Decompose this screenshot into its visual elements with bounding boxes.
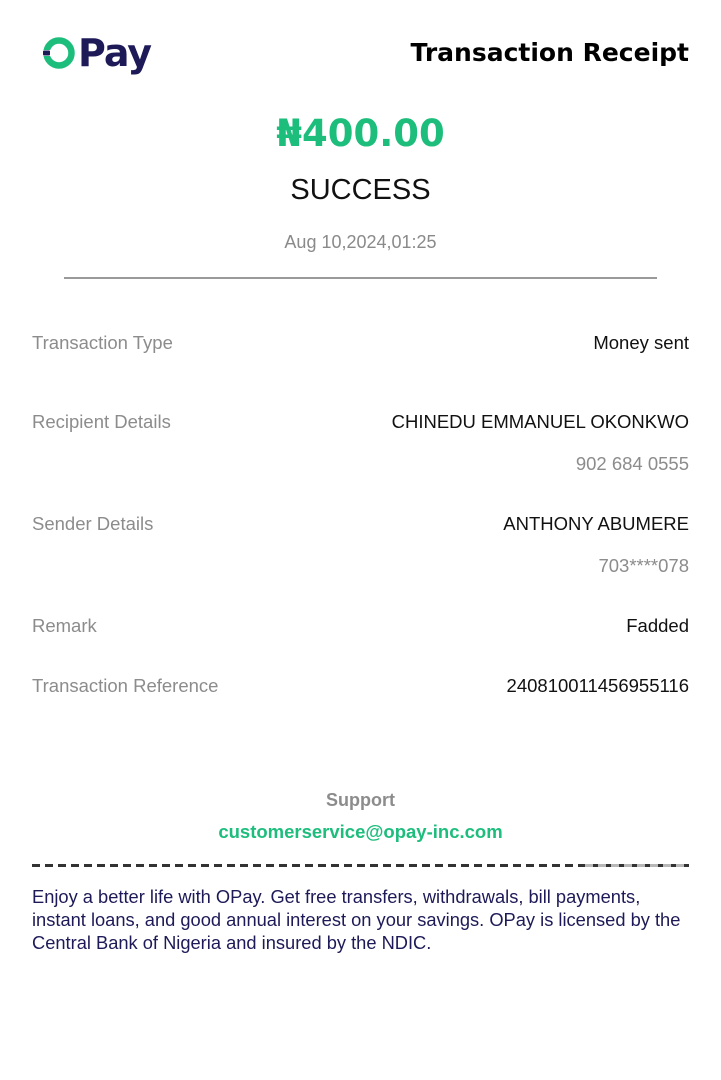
sender-details-label: Sender Details [32, 513, 154, 534]
transaction-type-value: Money sent [593, 332, 689, 353]
transaction-type-label: Transaction Type [32, 332, 173, 353]
promo-text: Enjoy a better life with OPay. Get free transfers, withdrawals, bill payments, instant loans, and good annual interest on your savings. OPay is licensed by the Central Bank of Nigeria and insured by the NDIC. [32, 886, 681, 953]
recipient-details-label: Recipient Details [32, 411, 171, 432]
footer-dashed-divider-fade [585, 864, 689, 867]
transaction-status: SUCCESS [290, 174, 431, 206]
recipient-number: 902 684 0555 [575, 453, 689, 474]
remark-value: Fadded [626, 615, 689, 636]
recipient-name: CHINEDU EMMANUEL OKONKWO [391, 411, 689, 432]
remark-label: Remark [32, 615, 97, 636]
support-label: Support [326, 790, 395, 810]
sender-name: ANTHONY ABUMERE [503, 513, 689, 534]
receipt-header [0, 0, 721, 100]
opay-logo-mark-icon [42, 36, 76, 70]
transaction-datetime: Aug 10,2024,01:25 [284, 232, 437, 252]
transaction-reference-value: 240810011456955116 [506, 675, 689, 696]
opay-logo-text: Pay [78, 31, 152, 75]
page-title: Transaction Receipt [410, 38, 689, 67]
support-email-link[interactable]: customerservice@opay-inc.com [218, 821, 503, 842]
summary-divider [64, 277, 657, 279]
sender-number: 703****078 [598, 555, 689, 576]
transaction-amount: ₦400.00 [276, 112, 445, 155]
opay-logo [42, 30, 151, 76]
transaction-reference-label: Transaction Reference [32, 675, 219, 696]
